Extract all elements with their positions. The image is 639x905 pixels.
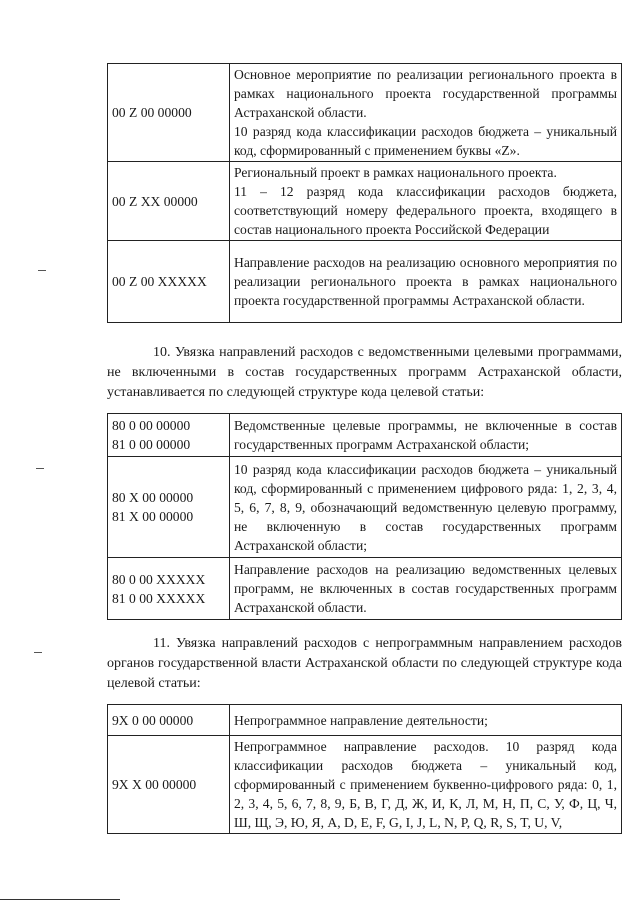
description-line: Направление расходов на реализацию ведомственных целевых программ, не включенных в состав государственных программ Астраханской области. <box>234 562 617 615</box>
description-line: Непрограммное направление расходов. 10 разряд кода классификации расходов бюджета – уникальный код, сформированный с применением буквенно-цифрового ряда: 0, 1, 2, 3, 4, 5, 6, 7, 8, 9, Б, В, Г, Д, Ж, И, К, Л, М, Н, П, С, У, Ф, Ц, Ч, Ш, Щ, Э, Ю, Я, A, D, E, F, G, I, J, L, N, P, Q, R, S, T, U, V, <box>234 739 617 830</box>
description-cell <box>230 705 622 736</box>
description-cell <box>230 736 622 834</box>
description-cell <box>230 162 622 241</box>
table-nonprogram-directions <box>107 704 622 834</box>
code-line: 81 0 00 00000 <box>112 437 191 452</box>
table-row <box>108 241 622 323</box>
description-line: Основное мероприятие по реализации регионального проекта в рамках национального проекта государственной программы Астраханской области. <box>234 67 617 120</box>
paragraph-11-text: 11. Увязка направлений расходов с непрограммным направлением расходов органов государственной власти Астраханской области по следующей структуре кода целевой статьи: <box>107 636 622 691</box>
table-departmental-programs <box>107 413 622 620</box>
table-row <box>108 162 622 241</box>
description-line: 10 разряд кода классификации расходов бюджета – уникальный код, сформированный с применением цифрового ряда: 1, 2, 3, 4, 5, 6, 7, 8, 9, обозначающий ведомственную целевую программу, не включенную в состав государственных программ Астраханской области; <box>234 461 617 553</box>
code-cell: 00 Z 00 XXXXX <box>108 241 230 323</box>
code-line: 80 0 00 XXXXX <box>112 571 206 587</box>
paragraph-11 <box>107 634 622 694</box>
table-row <box>108 736 622 834</box>
description-line: Ведомственные целевые программы, не включенные в состав государственных программ Астраханской области; <box>234 418 617 452</box>
description-cell <box>230 414 622 457</box>
table-row <box>108 457 622 558</box>
paragraph-10 <box>107 343 622 403</box>
paragraph-10-text: 10. Увязка направлений расходов с ведомственными целевыми программами, не включенными в состав государственных программ Астраханской области, устанавливается по следующей структуре кода целевой статьи: <box>107 345 622 400</box>
table-regional-projects <box>107 63 622 323</box>
description-line: Непрограммное направление деятельности; <box>234 712 488 728</box>
description-cell <box>230 558 622 620</box>
bottom-rule <box>0 899 120 900</box>
description-line: Направление расходов на реализацию основного мероприятия по реализации регионального проекта в рамках национального проекта государственной программы Астраханской области. <box>234 255 617 308</box>
code-line: 80 X 00 00000 <box>112 490 194 505</box>
code-cell: 00 Z XX 00000 <box>108 162 230 241</box>
code-cell: 9X 0 00 00000 <box>108 705 230 736</box>
description-cell <box>230 241 622 323</box>
code-cell: 9X X 00 00000 <box>108 736 230 834</box>
scan-mark <box>36 468 44 469</box>
code-line: 81 0 00 XXXXX <box>112 590 206 606</box>
table-row <box>108 558 622 620</box>
code-cell: 00 Z 00 00000 <box>108 64 230 162</box>
table-row <box>108 64 622 162</box>
table-row <box>108 414 622 457</box>
code-line: 80 0 00 00000 <box>112 418 191 433</box>
description-cell <box>230 64 622 162</box>
code-line: 81 X 00 00000 <box>112 509 194 524</box>
table-row <box>108 705 622 736</box>
scan-mark <box>34 652 42 653</box>
description-cell <box>230 457 622 558</box>
description-line: 11 – 12 разряд кода классификации расходов бюджета, соответствующий номеру федерального проекта, входящего в состав национального проекта Российской Федерации <box>234 184 617 237</box>
code-cell <box>108 414 230 457</box>
description-line: 10 разряд кода классификации расходов бюджета – уникальный код, сформированный с применением буквы «Z». <box>234 124 617 158</box>
description-line: Региональный проект в рамках национального проекта. <box>234 165 557 180</box>
code-cell <box>108 558 230 620</box>
code-cell <box>108 457 230 558</box>
scan-mark <box>38 270 46 271</box>
